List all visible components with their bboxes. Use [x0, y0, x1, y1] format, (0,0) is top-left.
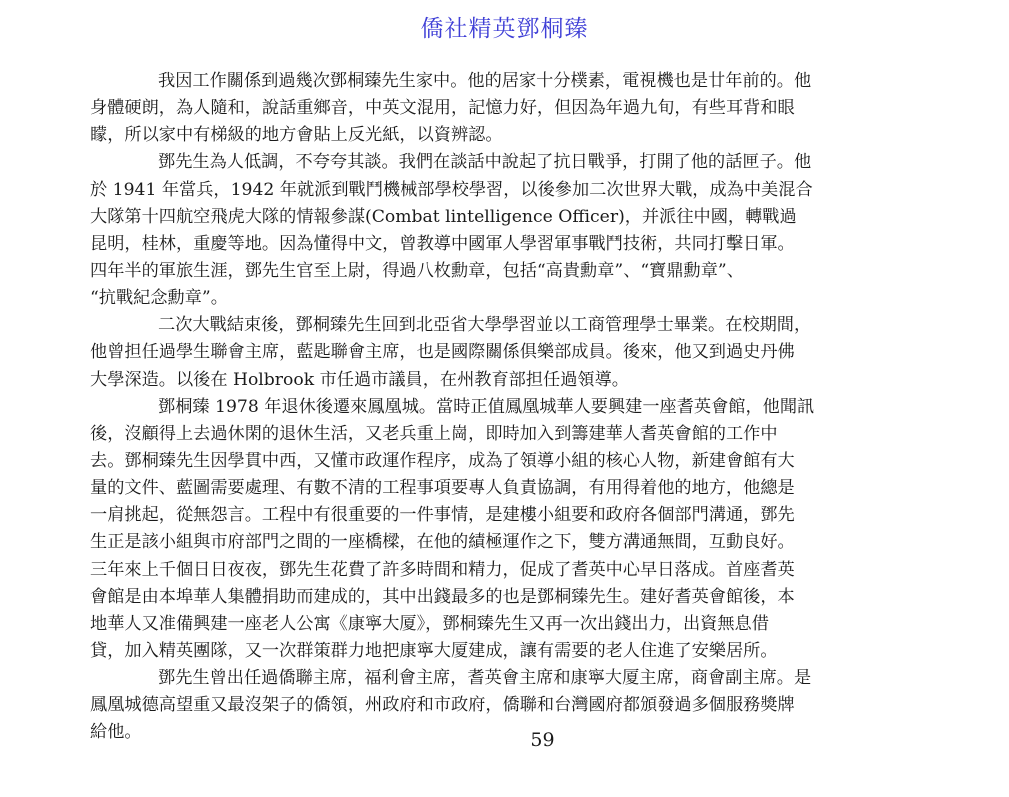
- text-line: 鄧先生為人低調，不夸夸其談。我們在談話中說起了抗日戰爭，打開了他的話匣子。他: [158, 152, 812, 173]
- article-body: [90, 68, 930, 747]
- text-line: 鄧先生曾出任過僑聯主席，福利會主席，耆英會主席和康寧大厦主席，商會副主席。是: [158, 668, 812, 689]
- text-line: 大隊第十四航空飛虎大隊的情報參謀(Combat lintelligence Officer)，并派往中國，轉戰過: [90, 206, 797, 227]
- text-line: 鄧桐臻 1978 年退休後遷來鳳凰城。當時正值鳳凰城華人要興建一座耆英會館，他聞訊: [158, 396, 815, 417]
- text-line: 昆明，桂林，重慶等地。因為懂得中文，曾教導中國軍人學習軍事戰鬥技術，共同打擊日軍。: [90, 233, 795, 254]
- text-line: 三年來上千個日日夜夜，鄧先生花費了許多時間和精力，促成了耆英中心早日落成。首座耆英: [90, 559, 795, 580]
- text-line: 矇，所以家中有梯級的地方會貼上反光紙，以資辨認。: [90, 125, 503, 146]
- page-title: 僑社精英鄧桐臻: [420, 16, 589, 42]
- text-line: “抗戰紀念勳章”。: [90, 288, 228, 309]
- page-number: 59: [530, 729, 555, 751]
- text-line: 量的文件、藍圖需要處理、有數不清的工程事項要專人負責協調，有用得着他的地方，他總是: [90, 478, 795, 499]
- text-line: 後，沒顧得上去過休閑的退休生活，又老兵重上崗，即時加入到籌建華人耆英會館的工作中: [90, 423, 778, 444]
- text-line: 我因工作關係到過幾次鄧桐臻先生家中。他的居家十分樸素，電視機也是廿年前的。他: [158, 71, 812, 91]
- text-line: 鳳凰城德高望重又最沒架子的僑領，州政府和市政府，僑聯和台灣國府都頒發過多個服務獎牌: [90, 695, 795, 716]
- text-line: 於 1941 年當兵，1942 年就派到戰鬥機械部學校學習，以後參加二次世界大戰，成為中美混合: [90, 179, 813, 200]
- text-line: 生正是該小組與市府部門之間的一座橋樑，在他的績極運作之下，雙方溝通無間，互動良好。: [90, 532, 795, 553]
- text-line: 身體硬朗，為人隨和，說話重鄉音，中英文混用，記憶力好，但因為年過九旬，有些耳背和眼: [90, 98, 795, 119]
- text-line: 大學深造。以後在 Holbrook 市任過市議員，在州教育部担任過領導。: [90, 369, 629, 390]
- text-line: 一肩挑起，從無怨言。工程中有很重要的一件事情，是建樓小組要和政府各個部門溝通，鄧先: [90, 505, 795, 526]
- text-line: 他曾担任過學生聯會主席，藍匙聯會主席，也是國際關係俱樂部成員。後來，他又到過史丹佛: [90, 342, 795, 363]
- text-line: 地華人又准備興建一座老人公寓《康寧大厦》，鄧桐臻先生又再一次出錢出力，出資無息借: [90, 613, 769, 634]
- text-line: 貸，加入精英團隊，又一次群策群力地把康寧大厦建成，讓有需要的老人住進了安樂居所。: [90, 640, 778, 661]
- text-line: 去。鄧桐臻先生因學貫中西，又懂市政運作程序，成為了領導小組的核心人物，新建會館有大: [90, 450, 795, 471]
- text-line: 會館是由本埠華人集體捐助而建成的，其中出錢最多的也是鄧桐臻先生。建好耆英會館後，本: [90, 586, 795, 607]
- text-line: 給他。: [90, 722, 142, 743]
- text-line: 四年半的軍旅生涯，鄧先生官至上尉，得過八枚勳章，包括“高貴勳章”、“寶鼎勳章”、: [90, 260, 744, 281]
- text-line: 二次大戰結束後，鄧桐臻先生回到北亞省大學學習並以工商管理學士畢業。在校期間，: [158, 315, 812, 336]
